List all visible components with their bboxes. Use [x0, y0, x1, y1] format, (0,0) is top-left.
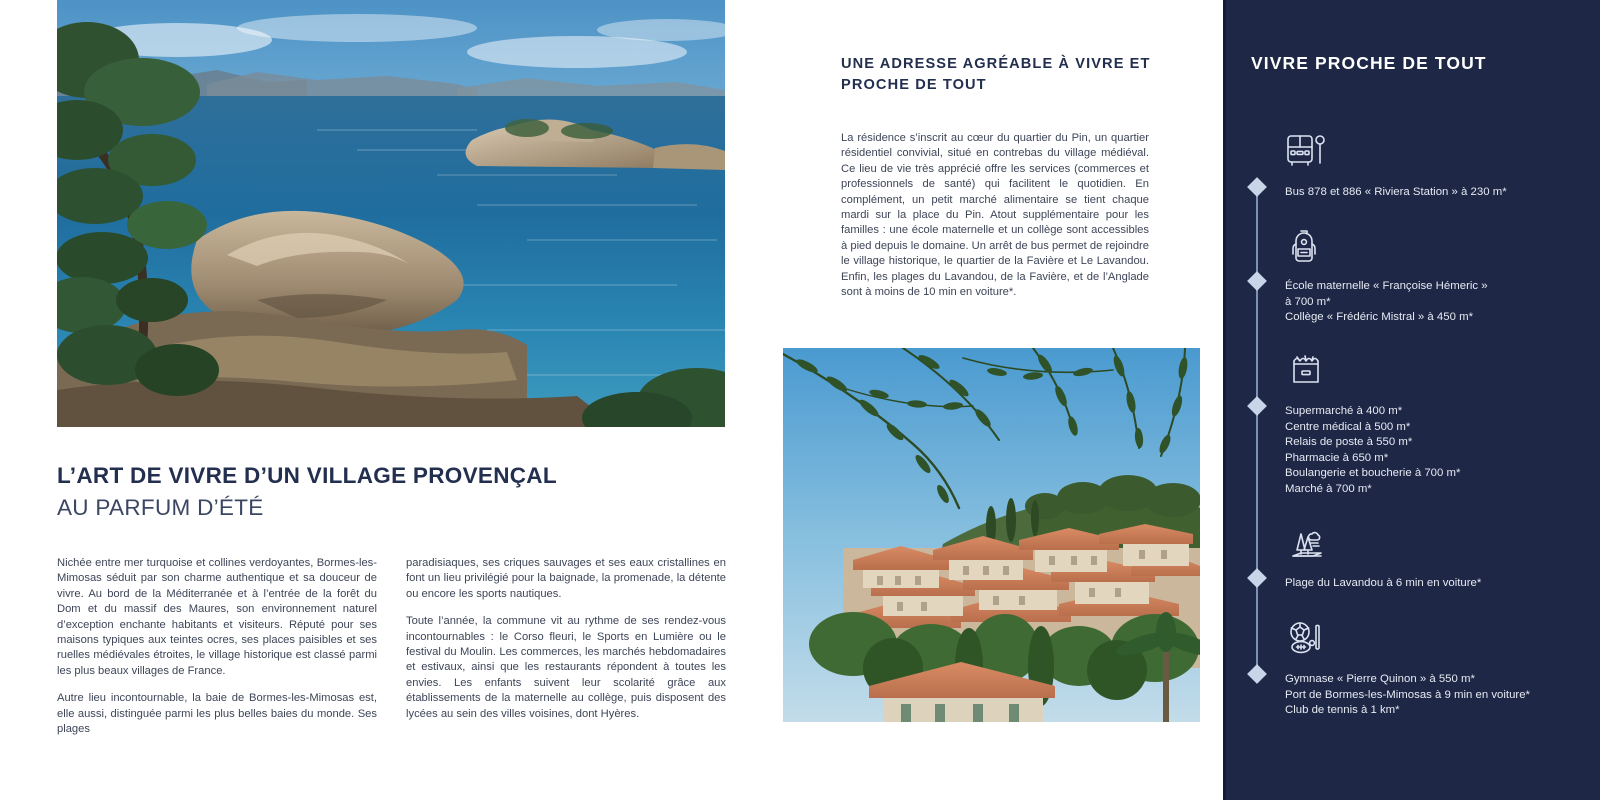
poi-line: Supermarché à 400 m* [1285, 405, 1403, 417]
sports-icon [1285, 620, 1329, 660]
poi-lines [1285, 279, 1590, 326]
poi-line: à 700 m* [1285, 295, 1331, 308]
timeline-marker [1247, 177, 1267, 197]
left-heading-line-1: L’ART DE VIVRE D’UN VILLAGE PROVENÇAL [57, 463, 557, 488]
poi-lines [1285, 404, 1590, 498]
village-photo [783, 348, 1200, 722]
timeline-marker [1247, 271, 1267, 291]
poi-line: Relais de poste à 550 m* [1285, 436, 1413, 449]
paragraph: Autre lieu incontournable, la baie de Bormes-les-Mimosas est, elle aussi, distinguée parmi les plus belles baies du monde. Ses plages [57, 692, 377, 736]
poi-schools [1285, 227, 1590, 326]
poi-line: Centre médical à 500 m* [1285, 420, 1411, 433]
poi-line: Plage du Lavandou à 6 min en voiture* [1285, 577, 1482, 589]
timeline-line [1256, 185, 1258, 680]
poi-line: Port de Bormes-les-Mimosas à 9 min en voiture* [1285, 688, 1530, 701]
left-column [57, 0, 737, 800]
poi-line: Collège « Frédéric Mistral » à 450 m* [1285, 311, 1474, 324]
paragraph: Nichée entre mer turquoise et collines verdoyantes, Bormes-les-Mimosas séduit par son charme authentique et sa douceur de vivre. Au bord de la Méditerranée et à l’entrée de la forêt du Dom et du massif des Maures, son environnement naturel d’exception enchante habitants et visiteurs. Réputé pour ses maisons typiques aux teintes ocres, ses places paisibles et ses ruelles médiévales étroites, le village historique est classé parmi les plus beaux villages de France. [57, 557, 377, 677]
proximity-panel [1223, 0, 1600, 800]
poi-line: Pharmacie à 650 m* [1285, 451, 1389, 464]
poi-beach [1285, 524, 1590, 592]
coastline-photo [57, 0, 725, 427]
poi-line: École maternelle « Françoise Hémeric » [1285, 280, 1488, 292]
market-stall-icon [1285, 352, 1329, 392]
poi-line: Gymnase « Pierre Quinon » à 550 m* [1285, 673, 1475, 685]
beach-landscape-icon [1285, 524, 1329, 564]
left-body-column-1 [57, 556, 377, 737]
backpack-icon [1285, 227, 1329, 267]
poi-line: Marché à 700 m* [1285, 482, 1372, 495]
panel-title: VIVRE PROCHE DE TOUT [1251, 53, 1487, 73]
poi-shops-services [1285, 352, 1590, 498]
timeline-marker [1247, 568, 1267, 588]
left-heading [57, 462, 737, 522]
timeline-marker [1247, 396, 1267, 416]
poi-lines [1285, 185, 1590, 201]
panel-left-edge [1223, 0, 1226, 800]
poi-line: Club de tennis à 1 km* [1285, 704, 1400, 717]
bus-stop-icon [1285, 133, 1329, 173]
poi-line: Boulangerie et boucherie à 700 m* [1285, 467, 1461, 480]
left-heading-line-2: AU PARFUM D’ÉTÉ [57, 494, 264, 520]
poi-lines [1285, 672, 1590, 719]
left-body-text [57, 556, 737, 737]
paragraph: Toute l’année, la commune vit au rythme de ses rendez-vous incontournables : le Corso fleuri, le Sports en Lumière ou le festival du Moulin. Les commerces, les marchés hebdomadaires et estivaux, ainsi que les restaurants répondent à toutes les envies. Les enfants suivent leur scolarité grâce aux établissements de la maternelle au collège, puis disposent des lycées au sein des villes voisines, dont Hyères. [406, 615, 726, 720]
timeline-marker [1247, 664, 1267, 684]
poi-lines [1285, 576, 1590, 592]
poi-sports [1285, 620, 1590, 719]
poi-transport [1285, 133, 1590, 201]
middle-title: UNE ADRESSE AGRÉABLE À VIVRE ET PROCHE DE TOUT [841, 56, 1151, 94]
middle-paragraph: La résidence s’inscrit au cœur du quartier du Pin, un quartier résidentiel convivial, situé en contrebas du village médiéval. Ce lieu de vie très apprécié offre les services (commerces et professionnels de santé) qui facilitent le quotidien. En complément, un petit marché alimentaire se tient chaque mardi sur la place du Pin. Atout supplémentaire pour les familles : une école maternelle et un collège sont accessibles à pied depuis le domaine. Un arrêt de bus permet de rejoindre le village historique, le quartier de la Favière et Le Lavandou. Enfin, les plages du Lavandou, de la Favière, et de l’Anglade sont à moins de 10 min en voiture*. [841, 132, 1149, 299]
paragraph: paradisiaques, ses criques sauvages et ses eaux cristallines en font un lieu privilégié pour la baignade, la promenade, la détente ou encore les sports nautiques. [406, 557, 726, 600]
left-body-column-2 [406, 556, 726, 737]
poi-line: Bus 878 et 886 « Riviera Station » à 230 m* [1285, 186, 1507, 198]
